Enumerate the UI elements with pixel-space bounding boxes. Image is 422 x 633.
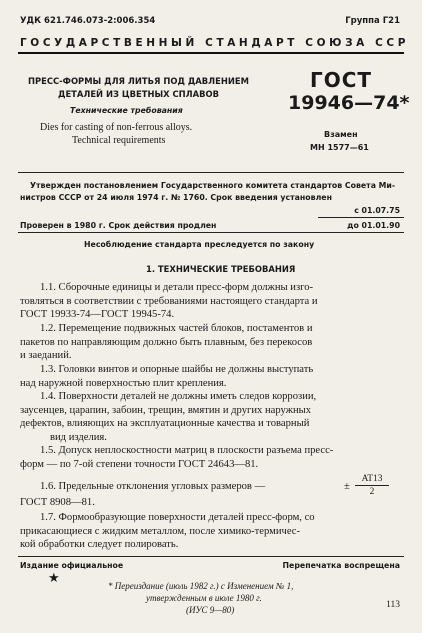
- paragraph-1-6-text: 1.6. Предельные отклонения угловых размеров —: [40, 481, 266, 492]
- paragraph-1-5: 1.5. Допуск неплоскостности матриц в плоскости разъема пресс- форм — по 7-ой степени точности ГОСТ 24643—81.: [20, 445, 334, 470]
- law-notice: Несоблюдение стандарта преследуется по закону: [84, 240, 315, 249]
- replaces-label: Взамен: [324, 130, 358, 139]
- title-subtitle: Технические требования: [70, 106, 183, 115]
- paragraph-1-1: 1.1. Сборочные единицы и детали пресс-форм должны изго- товляться в соответствии с требованиями настоящего стандарта и ГОСТ 19933-74—ГОСТ 19945-74.: [20, 282, 318, 321]
- star-icon: ★: [48, 570, 60, 585]
- title-rule: [18, 172, 404, 173]
- paragraph-1-3: 1.3. Головки винтов и опорные шайбы не должны выступать над наружной поверхностью плит крепления.: [20, 364, 314, 389]
- udc-code: УДК 621.746.073-2:006.354: [20, 16, 156, 26]
- date-from: с 01.07.75: [354, 206, 400, 215]
- page-number: 113: [386, 600, 400, 610]
- replaces-code: МН 1577—61: [310, 143, 369, 152]
- plus-minus-sign: ±: [344, 481, 350, 492]
- paragraph-1-2: 1.2. Перемещение подвижных частей блоков, постаментов и пакетов по направляющим должно быть плавным, без перекосов и заеданий.: [20, 323, 313, 362]
- section-title: 1. ТЕХНИЧЕСКИЕ ТРЕБОВАНИЯ: [146, 264, 296, 274]
- reprint-label: Перепечатка воспрещена: [282, 561, 400, 570]
- approval-line1: Утвержден постановлением Государственного комитета стандартов Совета Ми-: [30, 181, 396, 190]
- checked-line: Проверен в 1980 г. Срок действия продлен: [20, 221, 217, 230]
- reprint-note-line3: (ИУС 9—80): [186, 605, 235, 615]
- gost-number: 19946—74*: [288, 92, 410, 114]
- edition-label: Издание официальное: [20, 561, 124, 570]
- title-en-line1: Dies for casting of non-ferrous alloys.: [40, 122, 193, 133]
- date-divider: [318, 217, 404, 218]
- fraction-denominator: 2: [369, 487, 375, 497]
- paragraph-1-6-end: ГОСТ 8908—81.: [20, 497, 95, 508]
- title-en-line2: Technical requirements: [72, 135, 166, 146]
- title-ru-line1: ПРЕСС-ФОРМЫ ДЛЯ ЛИТЬЯ ПОД ДАВЛЕНИЕМ: [28, 76, 249, 86]
- gost-label: ГОСТ: [310, 68, 373, 92]
- title-ru-line2: ДЕТАЛЕЙ ИЗ ЦВЕТНЫХ СПЛАВОВ: [58, 89, 219, 99]
- paragraph-1-4: 1.4. Поверхности деталей не должны иметь следов коррозии, заусенцев, царапин, забоин, трещин, вмятин и других наружных дефектов, влияющих на эксплуатационные качества и товарный вид изделия.: [20, 391, 317, 443]
- standard-line: ГОСУДАРСТВЕННЫЙ СТАНДАРТ СОЮЗА ССР: [20, 37, 410, 49]
- reprint-note-line2: утвержденным в июле 1980 г.: [146, 593, 262, 603]
- fraction-numerator: AT13: [355, 474, 389, 486]
- paragraph-1-7: 1.7. Формообразующие поверхности деталей пресс-форм, со прикасающиеся с жидким металлом, после химико-термичес- кой обработки следует полировать.: [20, 512, 315, 551]
- group-code: Группа Г21: [345, 16, 400, 26]
- footer-rule: [18, 556, 404, 557]
- approval-line2: нистров СССР от 24 июля 1974 г. № 1760. Срок введения установлен: [20, 193, 332, 202]
- date-to: до 01.01.90: [347, 221, 400, 230]
- approval-rule: [18, 232, 404, 233]
- header-rule: [18, 52, 404, 54]
- reprint-note-line1: * Переиздание (июль 1982 г.) с Изменением № 1,: [108, 581, 294, 591]
